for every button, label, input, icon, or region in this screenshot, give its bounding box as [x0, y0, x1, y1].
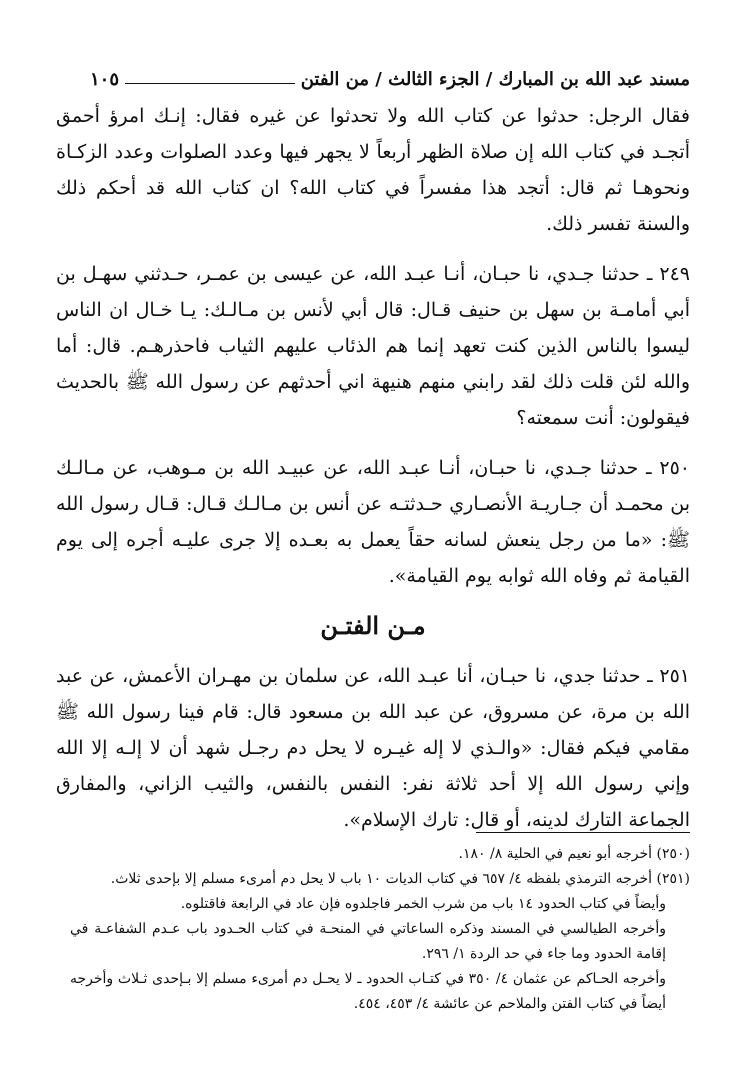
header-rule — [125, 83, 295, 84]
running-title: مسند عبد الله بن المبارك / الجزء الثالث / من الفتن — [300, 69, 690, 90]
main-text — [56, 98, 690, 852]
section-title: مـن الفتـن — [320, 611, 426, 640]
footnote-divider — [476, 832, 690, 833]
hadith-251: ٢٥١ ـ حدثنا جدي، نا حبـان، أنا عبـد الله، عن سلمان بن مهـران الأعمش، عن عبد الله بن مرة، عن مسروق، عن عبد الله بن مسعود قال: قام فينا رسول الله ﷺ مقامي فيكم فقال: «والـذي لا إله غيـره لا يحل دم رجـل شهد أن لا إلـه إلا الله وإني رسول الله إلا أحد ثلاثة نفر: النفس بالنفس، والثيب الزاني، والمفارق الجماعة التارك لدينه، أو قال: تارك الإسلام». — [56, 665, 690, 831]
hadith-250: ٢٥٠ ـ حدثنا جـدي، نا حبـان، أنـا عبـد الله، عن عبيـد الله بن مـوهب، عن مـالـك بن محمـد أن جـاريـة الأنصـاري حـدثتـه عن أنس بن مـالـك قـال: قـال رسول الله ﷺ: «ما من رجل ينعش لسانه حقاً يعمل به بعـده إلا جرى عليـه أجره إلى يوم القيامة ثم وفاه الله ثوابه يوم القيامة». — [56, 457, 690, 587]
footnote-251: (٢٥١) أخرجه الترمذي بلفظه ٤/ ٦٥٧ في كتاب الديات ١٠ باب لا يحل دم أمرىء مسلم إلا بإحدى ثلاث. — [110, 871, 690, 887]
footnote-251-cont-1: وأيضاً في كتاب الحدود ١٤ باب من شرب الخمر فاجلدوه فإن عاد في الرابعة فاقتلوه. — [180, 896, 666, 912]
footnote-251-cont-3: وأخرجه الحـاكم عن عثمان ٤/ ٣٥٠ في كتـاب الحدود ـ لا يحـل دم أمرىء مسلم إلا بـإحدى ثـلاث وأخرجه أيضاً في كتاب الفتن والملاحم عن عائشة ٤/ ٤٥٣، ٤٥٤. — [70, 971, 667, 1012]
footnote-250: (٢٥٠) أخرجه أبو نعيم في الحلية ٨/ ١٨٠. — [458, 846, 690, 862]
hadith-249: ٢٤٩ ـ حدثنا جـدي، نا حبـان، أنـا عبـد الله، عن عيسى بن عمـر، حـدثني سهـل بن أبي أمامـة بن سهل بن حنيف قـال: قال أبي لأنس بن مـالـك: يـا خـال ان الناس ليسوا بالناس الذين كنت تعهد إنما هم الذئاب عليهم الثياب فاحذرهـم. قال: أما والله لئن قلت ذلك لقد رابني منهم هنيهة اني أحدثهم عن رسول الله ﷺ بالحديث فيقولون: أنت سمعته؟ — [56, 263, 690, 429]
footnotes — [70, 842, 690, 1017]
footnote-251-cont-2: وأخرجه الطيالسي في المسند وذكره الساعاتي في المنحـة في كتاب الحـدود باب عـدم الشفاعـة في إقامة الحدود وما جاء في حد الردة ١/ ٢٩٦. — [70, 921, 666, 962]
page-header — [90, 60, 690, 90]
paragraph-continuation: فقال الرجل: حدثوا عن كتاب الله ولا تحدثوا عن غيره فقال: إنـك امرؤ أحمق أتجـد في كتاب الله إن صلاة الظهر أربعاً لا يجهر فيها وعدد الصلوات وعدد الزكـاة ونحوهـا ثم قال: أتجد هذا مفسراً في كتاب الله؟ ان كتاب الله قد أحكم ذلك والسنة تفسر ذلك. — [56, 105, 690, 235]
page-number: ١٠٥ — [90, 69, 120, 90]
